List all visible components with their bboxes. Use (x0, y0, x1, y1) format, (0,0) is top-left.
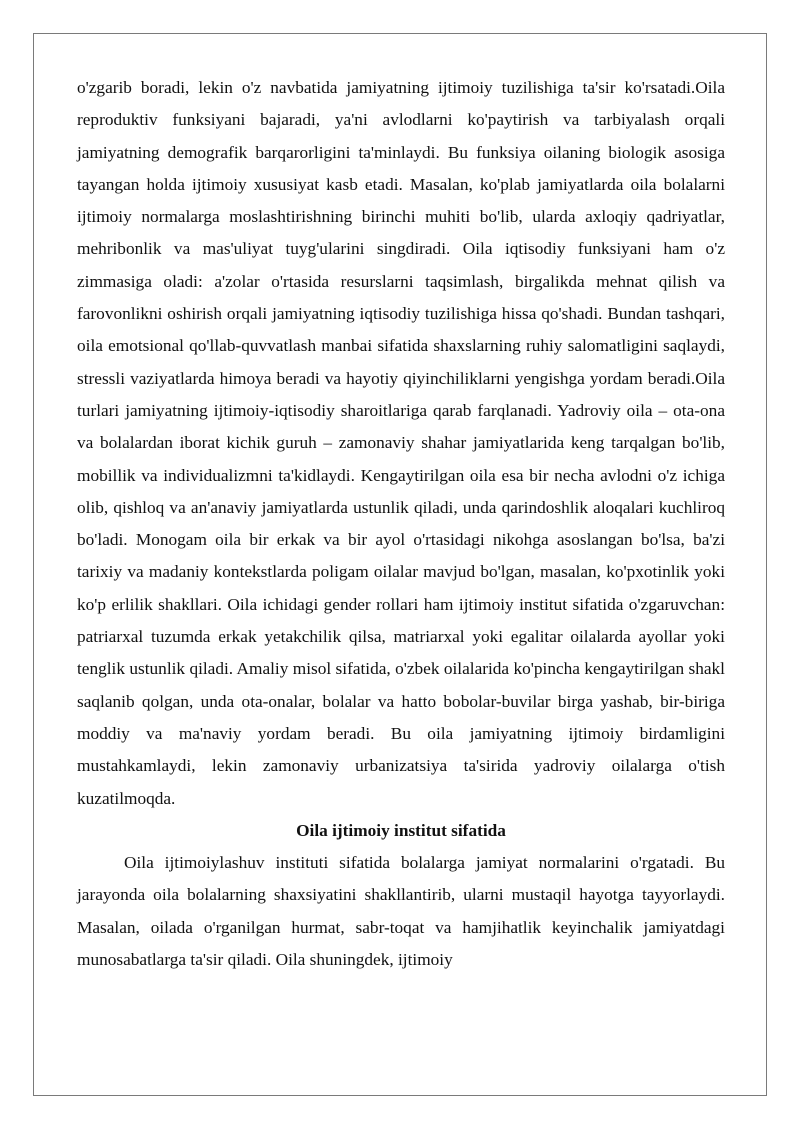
document-body (77, 72, 725, 976)
body-paragraph-indented: Oila ijtimoiylashuv instituti sifatida bolalarga jamiyat normalarini o'rgatadi. Bu jarayonda oila bolalarning shaxsiyatini shakllantirib, ularni mustaqil hayotga tayyorlaydi. Masalan, oilada o'rganilgan hurmat, sabr-toqat va hamjihatlik keyinchalik jamiyatdagi munosabatlarga ta'sir qiladi. Oila shuningdek, ijtimoiy (77, 853, 725, 970)
body-paragraph: o'zgarib boradi, lekin o'z navbatida jamiyatning ijtimoiy tuzilishiga ta'sir ko'rsatadi.Oila reproduktiv funksiyani bajaradi, ya'ni avlodlarni ko'paytirish va tarbiyalash orqali jamiyatning demografik barqarorligini ta'minlaydi. Bu funksiya oilaning biologik asosiga tayangan holda ijtimoiy xususiyat kasb etadi. Masalan, ko'plab jamiyatlarda oila bolalarni ijtimoiy normalarga moslashtirishning birinchi muhiti bo'lib, ularda axloqiy qadriyatlar, mehribonlik va mas'uliyat tuyg'ularini singdiradi. Oila iqtisodiy funksiyani ham o'z zimmasiga oladi: a'zolar o'rtasida resurslarni taqsimlash, birgalikda mehnat qilish va farovonlikni oshirish orqali jamiyatning iqtisodiy tuzilishiga hissa qo'shadi. Bundan tashqari, oila emotsional qo'llab-quvvatlash manbai sifatida shaxslarning ruhiy salomatligini saqlaydi, stressli vaziyatlarda himoya beradi va hayotiy qiyinchiliklarni yengishga yordam beradi.Oila turlari jamiyatning ijtimoiy-iqtisodiy sharoitlariga qarab farqlanadi. Yadroviy oila – ota-ona va bolalardan iborat kichik guruh – zamonaviy shahar jamiyatlarida keng tarqalgan bo'lib, mobillik va individualizmni ta'kidlaydi. Kengaytirilgan oila esa bir necha avlodni o'z ichiga olib, qishloq va an'anaviy jamiyatlarda ustunlik qiladi, unda qarindoshlik aloqalari kuchliroq bo'ladi. Monogam oila bir erkak va bir ayol o'rtasidagi nikohga asoslangan bo'lsa, ba'zi tarixiy va madaniy kontekstlarda poligam oilalar mavjud bo'lgan, masalan, ko'pxotinlik yoki ko'p erlilik shakllari. Oila ichidagi gender rollari ham ijtimoiy institut sifatida o'zgaruvchan: patriarxal tuzumda erkak yetakchilik qilsa, matriarxal yoki egalitar oilalarda ayollar yoki tenglik ustunlik qiladi. Amaliy misol sifatida, o'zbek oilalarida ko'pincha kengaytirilgan shakl saqlanib qolgan, unda ota-onalar, bolalar va hatto bobolar-buvilar birga yashab, bir-biriga moddiy va ma'naviy yordam beradi. Bu oila jamiyatning ijtimoiy birdamligini mustahkamlaydi, lekin zamonaviy urbanizatsiya ta'sirida yadroviy oilalarga o'tish kuzatilmoqda. (77, 78, 725, 808)
section-heading: Oila ijtimoiy institut sifatida (296, 820, 506, 840)
